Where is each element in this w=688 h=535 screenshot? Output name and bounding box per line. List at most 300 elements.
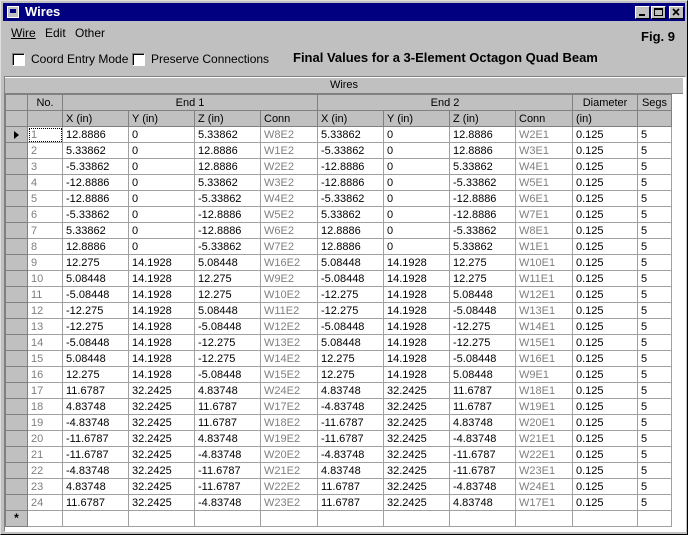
cell-segs[interactable]: 5 bbox=[638, 287, 672, 303]
cell-z1[interactable]: -4.83748 bbox=[195, 495, 261, 511]
cell-y1[interactable]: 14.1928 bbox=[129, 255, 195, 271]
cell-y2[interactable]: 14.1928 bbox=[384, 287, 450, 303]
cell-z2[interactable]: 5.33862 bbox=[450, 239, 516, 255]
cell-conn2[interactable]: W14E1 bbox=[516, 319, 573, 335]
cell-z1[interactable]: 11.6787 bbox=[195, 415, 261, 431]
cell-z1[interactable]: 11.6787 bbox=[195, 399, 261, 415]
title-bar[interactable] bbox=[3, 3, 685, 21]
row-selector[interactable] bbox=[6, 415, 28, 431]
cell-conn1[interactable]: W17E2 bbox=[261, 399, 318, 415]
cell-x2[interactable]: -5.08448 bbox=[318, 319, 384, 335]
cell-y2[interactable]: 14.1928 bbox=[384, 367, 450, 383]
cell-no[interactable]: 7 bbox=[28, 223, 63, 239]
cell-z1[interactable]: -5.33862 bbox=[195, 191, 261, 207]
table-row[interactable] bbox=[6, 431, 672, 447]
checkbox-box[interactable] bbox=[132, 53, 145, 66]
table-row[interactable] bbox=[6, 271, 672, 287]
cell-z1[interactable]: 5.33862 bbox=[195, 127, 261, 143]
cell-x1[interactable]: 11.6787 bbox=[63, 495, 129, 511]
cell-z2[interactable]: -5.33862 bbox=[450, 223, 516, 239]
table-row[interactable] bbox=[6, 223, 672, 239]
cell-diameter[interactable]: 0.125 bbox=[573, 287, 638, 303]
cell-z1[interactable]: -12.8886 bbox=[195, 207, 261, 223]
cell-conn1[interactable]: W9E2 bbox=[261, 271, 318, 287]
new-row-cell[interactable] bbox=[573, 511, 638, 527]
cell-z1[interactable]: 5.08448 bbox=[195, 255, 261, 271]
cell-x1[interactable]: 11.6787 bbox=[63, 383, 129, 399]
cell-z1[interactable]: 12.275 bbox=[195, 287, 261, 303]
cell-z1[interactable]: 12.8886 bbox=[195, 159, 261, 175]
row-selector[interactable] bbox=[6, 319, 28, 335]
cell-y2[interactable]: 0 bbox=[384, 127, 450, 143]
row-selector[interactable] bbox=[6, 431, 28, 447]
cell-y2[interactable]: 14.1928 bbox=[384, 335, 450, 351]
row-selector[interactable] bbox=[6, 463, 28, 479]
cell-z2[interactable]: -12.275 bbox=[450, 319, 516, 335]
cell-z1[interactable]: -11.6787 bbox=[195, 479, 261, 495]
cell-y2[interactable]: 32.2425 bbox=[384, 463, 450, 479]
cell-conn2[interactable]: W11E1 bbox=[516, 271, 573, 287]
cell-conn2[interactable]: W6E1 bbox=[516, 191, 573, 207]
cell-y2[interactable]: 32.2425 bbox=[384, 479, 450, 495]
cell-x2[interactable]: 5.33862 bbox=[318, 127, 384, 143]
cell-y1[interactable]: 14.1928 bbox=[129, 351, 195, 367]
cell-diameter[interactable]: 0.125 bbox=[573, 223, 638, 239]
cell-z2[interactable]: 5.33862 bbox=[450, 159, 516, 175]
cell-conn1[interactable]: W5E2 bbox=[261, 207, 318, 223]
cell-z1[interactable]: -12.8886 bbox=[195, 223, 261, 239]
checkbox-box[interactable] bbox=[12, 53, 25, 66]
cell-z1[interactable]: -5.08448 bbox=[195, 319, 261, 335]
cell-z2[interactable]: -5.08448 bbox=[450, 303, 516, 319]
cell-z1[interactable]: 12.275 bbox=[195, 271, 261, 287]
cell-no[interactable]: 15 bbox=[28, 351, 63, 367]
cell-conn1[interactable]: W7E2 bbox=[261, 239, 318, 255]
cell-x2[interactable]: 12.8886 bbox=[318, 239, 384, 255]
cell-x2[interactable]: 11.6787 bbox=[318, 479, 384, 495]
cell-x2[interactable]: 4.83748 bbox=[318, 463, 384, 479]
cell-x1[interactable]: -5.08448 bbox=[63, 287, 129, 303]
cell-y1[interactable]: 14.1928 bbox=[129, 271, 195, 287]
table-row[interactable] bbox=[6, 335, 672, 351]
cell-z2[interactable]: 11.6787 bbox=[450, 399, 516, 415]
new-row-cell[interactable] bbox=[63, 511, 129, 527]
cell-z2[interactable]: -11.6787 bbox=[450, 463, 516, 479]
cell-segs[interactable]: 5 bbox=[638, 431, 672, 447]
cell-no[interactable]: 4 bbox=[28, 175, 63, 191]
table-row[interactable] bbox=[6, 159, 672, 175]
cell-x2[interactable]: 12.275 bbox=[318, 351, 384, 367]
cell-conn1[interactable]: W15E2 bbox=[261, 367, 318, 383]
menu-wire[interactable]: Wire bbox=[11, 26, 36, 40]
cell-y1[interactable]: 32.2425 bbox=[129, 463, 195, 479]
cell-conn1[interactable]: W11E2 bbox=[261, 303, 318, 319]
cell-z1[interactable]: 4.83748 bbox=[195, 431, 261, 447]
cell-no[interactable]: 13 bbox=[28, 319, 63, 335]
cell-no[interactable]: 2 bbox=[28, 143, 63, 159]
cell-conn2[interactable]: W21E1 bbox=[516, 431, 573, 447]
cell-y1[interactable]: 0 bbox=[129, 223, 195, 239]
cell-x2[interactable]: 5.08448 bbox=[318, 335, 384, 351]
cell-conn2[interactable]: W20E1 bbox=[516, 415, 573, 431]
cell-x1[interactable]: 12.8886 bbox=[63, 127, 129, 143]
cell-no[interactable]: 23 bbox=[28, 479, 63, 495]
cell-conn1[interactable]: W13E2 bbox=[261, 335, 318, 351]
cell-x2[interactable]: -11.6787 bbox=[318, 431, 384, 447]
cell-conn2[interactable]: W22E1 bbox=[516, 447, 573, 463]
cell-segs[interactable]: 5 bbox=[638, 351, 672, 367]
cell-diameter[interactable]: 0.125 bbox=[573, 447, 638, 463]
menu-edit[interactable]: Edit bbox=[45, 26, 66, 40]
row-selector[interactable] bbox=[6, 207, 28, 223]
table-row[interactable] bbox=[6, 303, 672, 319]
cell-z2[interactable]: 4.83748 bbox=[450, 495, 516, 511]
cell-y1[interactable]: 0 bbox=[129, 143, 195, 159]
cell-y1[interactable]: 0 bbox=[129, 175, 195, 191]
cell-conn2[interactable]: W15E1 bbox=[516, 335, 573, 351]
cell-conn1[interactable]: W16E2 bbox=[261, 255, 318, 271]
cell-z2[interactable]: -12.8886 bbox=[450, 207, 516, 223]
cell-z2[interactable]: 12.275 bbox=[450, 255, 516, 271]
cell-conn2[interactable]: W18E1 bbox=[516, 383, 573, 399]
cell-y2[interactable]: 32.2425 bbox=[384, 447, 450, 463]
cell-no[interactable]: 17 bbox=[28, 383, 63, 399]
cell-x1[interactable]: -12.8886 bbox=[63, 175, 129, 191]
app-icon[interactable] bbox=[7, 6, 19, 18]
maximize-button[interactable] bbox=[651, 6, 666, 19]
cell-x1[interactable]: -12.275 bbox=[63, 303, 129, 319]
cell-y2[interactable]: 0 bbox=[384, 207, 450, 223]
cell-conn2[interactable]: W9E1 bbox=[516, 367, 573, 383]
row-selector[interactable] bbox=[6, 287, 28, 303]
cell-y1[interactable]: 32.2425 bbox=[129, 399, 195, 415]
table-row[interactable] bbox=[6, 207, 672, 223]
table-row[interactable] bbox=[6, 383, 672, 399]
cell-z1[interactable]: -5.33862 bbox=[195, 239, 261, 255]
row-selector[interactable] bbox=[6, 399, 28, 415]
cell-z2[interactable]: -5.33862 bbox=[450, 175, 516, 191]
cell-diameter[interactable]: 0.125 bbox=[573, 303, 638, 319]
table-row[interactable] bbox=[6, 319, 672, 335]
cell-conn2[interactable]: W23E1 bbox=[516, 463, 573, 479]
cell-y2[interactable]: 32.2425 bbox=[384, 415, 450, 431]
cell-no[interactable]: 24 bbox=[28, 495, 63, 511]
cell-x1[interactable]: 4.83748 bbox=[63, 479, 129, 495]
cell-x2[interactable]: 11.6787 bbox=[318, 495, 384, 511]
cell-conn2[interactable]: W8E1 bbox=[516, 223, 573, 239]
cell-y2[interactable]: 14.1928 bbox=[384, 271, 450, 287]
cell-segs[interactable]: 5 bbox=[638, 367, 672, 383]
cell-diameter[interactable]: 0.125 bbox=[573, 495, 638, 511]
row-selector[interactable] bbox=[6, 159, 28, 175]
cell-conn2[interactable]: W24E1 bbox=[516, 479, 573, 495]
cell-no[interactable]: 22 bbox=[28, 463, 63, 479]
cell-z2[interactable]: -4.83748 bbox=[450, 431, 516, 447]
cell-conn1[interactable]: W22E2 bbox=[261, 479, 318, 495]
cell-no[interactable]: 19 bbox=[28, 415, 63, 431]
cell-segs[interactable]: 5 bbox=[638, 127, 672, 143]
cell-y2[interactable]: 14.1928 bbox=[384, 319, 450, 335]
cell-diameter[interactable]: 0.125 bbox=[573, 191, 638, 207]
cell-y1[interactable]: 14.1928 bbox=[129, 335, 195, 351]
cell-conn1[interactable]: W18E2 bbox=[261, 415, 318, 431]
cell-conn2[interactable]: W2E1 bbox=[516, 127, 573, 143]
cell-no[interactable]: 18 bbox=[28, 399, 63, 415]
row-selector[interactable] bbox=[6, 351, 28, 367]
cell-z2[interactable]: -12.275 bbox=[450, 335, 516, 351]
row-selector[interactable] bbox=[6, 223, 28, 239]
cell-y2[interactable]: 32.2425 bbox=[384, 383, 450, 399]
table-row[interactable] bbox=[6, 191, 672, 207]
cell-z1[interactable]: 5.33862 bbox=[195, 175, 261, 191]
cell-z1[interactable]: -11.6787 bbox=[195, 463, 261, 479]
cell-x2[interactable]: -12.8886 bbox=[318, 175, 384, 191]
cell-conn2[interactable]: W1E1 bbox=[516, 239, 573, 255]
cell-no[interactable]: 12 bbox=[28, 303, 63, 319]
cell-x1[interactable]: -4.83748 bbox=[63, 463, 129, 479]
cell-x2[interactable]: -4.83748 bbox=[318, 399, 384, 415]
cell-y1[interactable]: 0 bbox=[129, 207, 195, 223]
cell-no[interactable]: 1 bbox=[28, 127, 63, 143]
cell-z1[interactable]: 4.83748 bbox=[195, 383, 261, 399]
cell-y1[interactable]: 0 bbox=[129, 159, 195, 175]
cell-diameter[interactable]: 0.125 bbox=[573, 143, 638, 159]
cell-diameter[interactable]: 0.125 bbox=[573, 351, 638, 367]
cell-y1[interactable]: 32.2425 bbox=[129, 431, 195, 447]
cell-segs[interactable]: 5 bbox=[638, 303, 672, 319]
cell-z2[interactable]: -12.8886 bbox=[450, 191, 516, 207]
cell-conn1[interactable]: W24E2 bbox=[261, 383, 318, 399]
cell-segs[interactable]: 5 bbox=[638, 463, 672, 479]
cell-x2[interactable]: -4.83748 bbox=[318, 447, 384, 463]
cell-segs[interactable]: 5 bbox=[638, 399, 672, 415]
table-row[interactable] bbox=[6, 351, 672, 367]
cell-conn1[interactable]: W14E2 bbox=[261, 351, 318, 367]
cell-y2[interactable]: 0 bbox=[384, 175, 450, 191]
cell-z2[interactable]: 12.275 bbox=[450, 271, 516, 287]
cell-diameter[interactable]: 0.125 bbox=[573, 431, 638, 447]
new-row-cell[interactable] bbox=[195, 511, 261, 527]
cell-z2[interactable]: 12.8886 bbox=[450, 127, 516, 143]
cell-no[interactable]: 20 bbox=[28, 431, 63, 447]
cell-diameter[interactable]: 0.125 bbox=[573, 415, 638, 431]
minimize-button[interactable] bbox=[635, 6, 650, 19]
table-row[interactable] bbox=[6, 367, 672, 383]
cell-segs[interactable]: 5 bbox=[638, 223, 672, 239]
cell-conn2[interactable]: W19E1 bbox=[516, 399, 573, 415]
row-selector[interactable] bbox=[6, 367, 28, 383]
new-row-cell[interactable] bbox=[638, 511, 672, 527]
cell-y1[interactable]: 32.2425 bbox=[129, 479, 195, 495]
cell-segs[interactable]: 5 bbox=[638, 239, 672, 255]
table-row[interactable] bbox=[6, 479, 672, 495]
cell-x1[interactable]: -12.8886 bbox=[63, 191, 129, 207]
cell-diameter[interactable]: 0.125 bbox=[573, 255, 638, 271]
cell-y1[interactable]: 0 bbox=[129, 127, 195, 143]
cell-x1[interactable]: -11.6787 bbox=[63, 447, 129, 463]
row-selector[interactable] bbox=[6, 335, 28, 351]
cell-x1[interactable]: 5.33862 bbox=[63, 223, 129, 239]
row-selector[interactable] bbox=[6, 479, 28, 495]
cell-diameter[interactable]: 0.125 bbox=[573, 207, 638, 223]
new-row-cell[interactable] bbox=[28, 511, 63, 527]
cell-y2[interactable]: 0 bbox=[384, 191, 450, 207]
cell-diameter[interactable]: 0.125 bbox=[573, 271, 638, 287]
cell-no[interactable]: 3 bbox=[28, 159, 63, 175]
cell-conn2[interactable]: W17E1 bbox=[516, 495, 573, 511]
cell-conn2[interactable]: W5E1 bbox=[516, 175, 573, 191]
cell-no[interactable]: 6 bbox=[28, 207, 63, 223]
cell-z1[interactable]: -12.275 bbox=[195, 335, 261, 351]
row-selector[interactable] bbox=[6, 175, 28, 191]
cell-x1[interactable]: -12.275 bbox=[63, 319, 129, 335]
new-row-cell[interactable] bbox=[450, 511, 516, 527]
cell-y2[interactable]: 14.1928 bbox=[384, 255, 450, 271]
cell-diameter[interactable]: 0.125 bbox=[573, 127, 638, 143]
cell-x2[interactable]: -12.275 bbox=[318, 303, 384, 319]
cell-x1[interactable]: -5.08448 bbox=[63, 335, 129, 351]
table-row[interactable] bbox=[6, 415, 672, 431]
cell-conn2[interactable]: W13E1 bbox=[516, 303, 573, 319]
cell-diameter[interactable]: 0.125 bbox=[573, 239, 638, 255]
cell-x1[interactable]: -4.83748 bbox=[63, 415, 129, 431]
cell-z1[interactable]: -12.275 bbox=[195, 351, 261, 367]
cell-y2[interactable]: 14.1928 bbox=[384, 303, 450, 319]
cell-conn2[interactable]: W3E1 bbox=[516, 143, 573, 159]
cell-x2[interactable]: 12.275 bbox=[318, 367, 384, 383]
cell-conn2[interactable]: W16E1 bbox=[516, 351, 573, 367]
cell-conn1[interactable]: W12E2 bbox=[261, 319, 318, 335]
cell-x1[interactable]: -11.6787 bbox=[63, 431, 129, 447]
row-selector[interactable] bbox=[6, 127, 28, 143]
cell-x1[interactable]: -5.33862 bbox=[63, 207, 129, 223]
new-row[interactable] bbox=[6, 511, 672, 527]
cell-segs[interactable]: 5 bbox=[638, 495, 672, 511]
cell-x1[interactable]: 5.33862 bbox=[63, 143, 129, 159]
new-row-cell[interactable] bbox=[261, 511, 318, 527]
cell-segs[interactable]: 5 bbox=[638, 143, 672, 159]
cell-z1[interactable]: -5.08448 bbox=[195, 367, 261, 383]
cell-y1[interactable]: 14.1928 bbox=[129, 319, 195, 335]
cell-conn1[interactable]: W2E2 bbox=[261, 159, 318, 175]
cell-x2[interactable]: -12.8886 bbox=[318, 159, 384, 175]
new-row-cell[interactable] bbox=[384, 511, 450, 527]
cell-y1[interactable]: 14.1928 bbox=[129, 303, 195, 319]
cell-conn1[interactable]: W10E2 bbox=[261, 287, 318, 303]
cell-x2[interactable]: -5.08448 bbox=[318, 271, 384, 287]
cell-z1[interactable]: -4.83748 bbox=[195, 447, 261, 463]
row-selector[interactable] bbox=[6, 143, 28, 159]
cell-y2[interactable]: 0 bbox=[384, 223, 450, 239]
close-button[interactable] bbox=[669, 6, 684, 19]
new-row-cell[interactable] bbox=[318, 511, 384, 527]
cell-x1[interactable]: 12.275 bbox=[63, 367, 129, 383]
cell-diameter[interactable]: 0.125 bbox=[573, 399, 638, 415]
cell-y1[interactable]: 32.2425 bbox=[129, 495, 195, 511]
table-row[interactable] bbox=[6, 127, 672, 143]
cell-x2[interactable]: -11.6787 bbox=[318, 415, 384, 431]
table-row[interactable] bbox=[6, 463, 672, 479]
cell-conn2[interactable]: W12E1 bbox=[516, 287, 573, 303]
cell-x1[interactable]: 5.08448 bbox=[63, 351, 129, 367]
cell-segs[interactable]: 5 bbox=[638, 335, 672, 351]
cell-no[interactable]: 10 bbox=[28, 271, 63, 287]
cell-y1[interactable]: 14.1928 bbox=[129, 287, 195, 303]
cell-segs[interactable]: 5 bbox=[638, 383, 672, 399]
cell-segs[interactable]: 5 bbox=[638, 191, 672, 207]
cell-conn1[interactable]: W19E2 bbox=[261, 431, 318, 447]
cell-z1[interactable]: 12.8886 bbox=[195, 143, 261, 159]
row-selector[interactable] bbox=[6, 383, 28, 399]
cell-no[interactable]: 21 bbox=[28, 447, 63, 463]
cell-diameter[interactable]: 0.125 bbox=[573, 319, 638, 335]
cell-y1[interactable]: 32.2425 bbox=[129, 383, 195, 399]
cell-x2[interactable]: -12.275 bbox=[318, 287, 384, 303]
cell-segs[interactable]: 5 bbox=[638, 319, 672, 335]
cell-z2[interactable]: 12.8886 bbox=[450, 143, 516, 159]
table-row[interactable] bbox=[6, 175, 672, 191]
cell-segs[interactable]: 5 bbox=[638, 415, 672, 431]
cell-x1[interactable]: 12.8886 bbox=[63, 239, 129, 255]
cell-y2[interactable]: 0 bbox=[384, 143, 450, 159]
cell-z2[interactable]: -4.83748 bbox=[450, 479, 516, 495]
cell-y1[interactable]: 0 bbox=[129, 239, 195, 255]
cell-x2[interactable]: 5.33862 bbox=[318, 207, 384, 223]
row-selector[interactable] bbox=[6, 447, 28, 463]
cell-diameter[interactable]: 0.125 bbox=[573, 479, 638, 495]
cell-y1[interactable]: 0 bbox=[129, 191, 195, 207]
row-selector[interactable] bbox=[6, 191, 28, 207]
cell-conn1[interactable]: W3E2 bbox=[261, 175, 318, 191]
cell-segs[interactable]: 5 bbox=[638, 207, 672, 223]
cell-diameter[interactable]: 0.125 bbox=[573, 175, 638, 191]
cell-x2[interactable]: -5.33862 bbox=[318, 191, 384, 207]
table-row[interactable] bbox=[6, 287, 672, 303]
cell-conn2[interactable]: W10E1 bbox=[516, 255, 573, 271]
cell-segs[interactable]: 5 bbox=[638, 479, 672, 495]
menu-other[interactable]: Other bbox=[75, 26, 106, 40]
cell-y2[interactable]: 14.1928 bbox=[384, 351, 450, 367]
cell-y2[interactable]: 32.2425 bbox=[384, 431, 450, 447]
cell-diameter[interactable]: 0.125 bbox=[573, 367, 638, 383]
cell-z1[interactable]: 5.08448 bbox=[195, 303, 261, 319]
table-row[interactable] bbox=[6, 143, 672, 159]
cell-x2[interactable]: 4.83748 bbox=[318, 383, 384, 399]
row-selector[interactable] bbox=[6, 303, 28, 319]
cell-diameter[interactable]: 0.125 bbox=[573, 159, 638, 175]
cell-conn1[interactable]: W1E2 bbox=[261, 143, 318, 159]
row-selector[interactable] bbox=[6, 495, 28, 511]
table-row[interactable] bbox=[6, 495, 672, 511]
cell-x1[interactable]: -5.33862 bbox=[63, 159, 129, 175]
cell-z2[interactable]: 11.6787 bbox=[450, 383, 516, 399]
cell-x2[interactable]: 12.8886 bbox=[318, 223, 384, 239]
table-row[interactable] bbox=[6, 255, 672, 271]
cell-no[interactable]: 8 bbox=[28, 239, 63, 255]
cell-segs[interactable]: 5 bbox=[638, 255, 672, 271]
new-row-selector[interactable] bbox=[6, 511, 28, 527]
cell-segs[interactable]: 5 bbox=[638, 447, 672, 463]
row-selector[interactable] bbox=[6, 255, 28, 271]
cell-y1[interactable]: 14.1928 bbox=[129, 367, 195, 383]
cell-y2[interactable]: 32.2425 bbox=[384, 495, 450, 511]
cell-segs[interactable]: 5 bbox=[638, 271, 672, 287]
cell-x1[interactable]: 4.83748 bbox=[63, 399, 129, 415]
cell-y2[interactable]: 0 bbox=[384, 239, 450, 255]
cell-no[interactable]: 5 bbox=[28, 191, 63, 207]
row-selector[interactable] bbox=[6, 239, 28, 255]
cell-diameter[interactable]: 0.125 bbox=[573, 335, 638, 351]
